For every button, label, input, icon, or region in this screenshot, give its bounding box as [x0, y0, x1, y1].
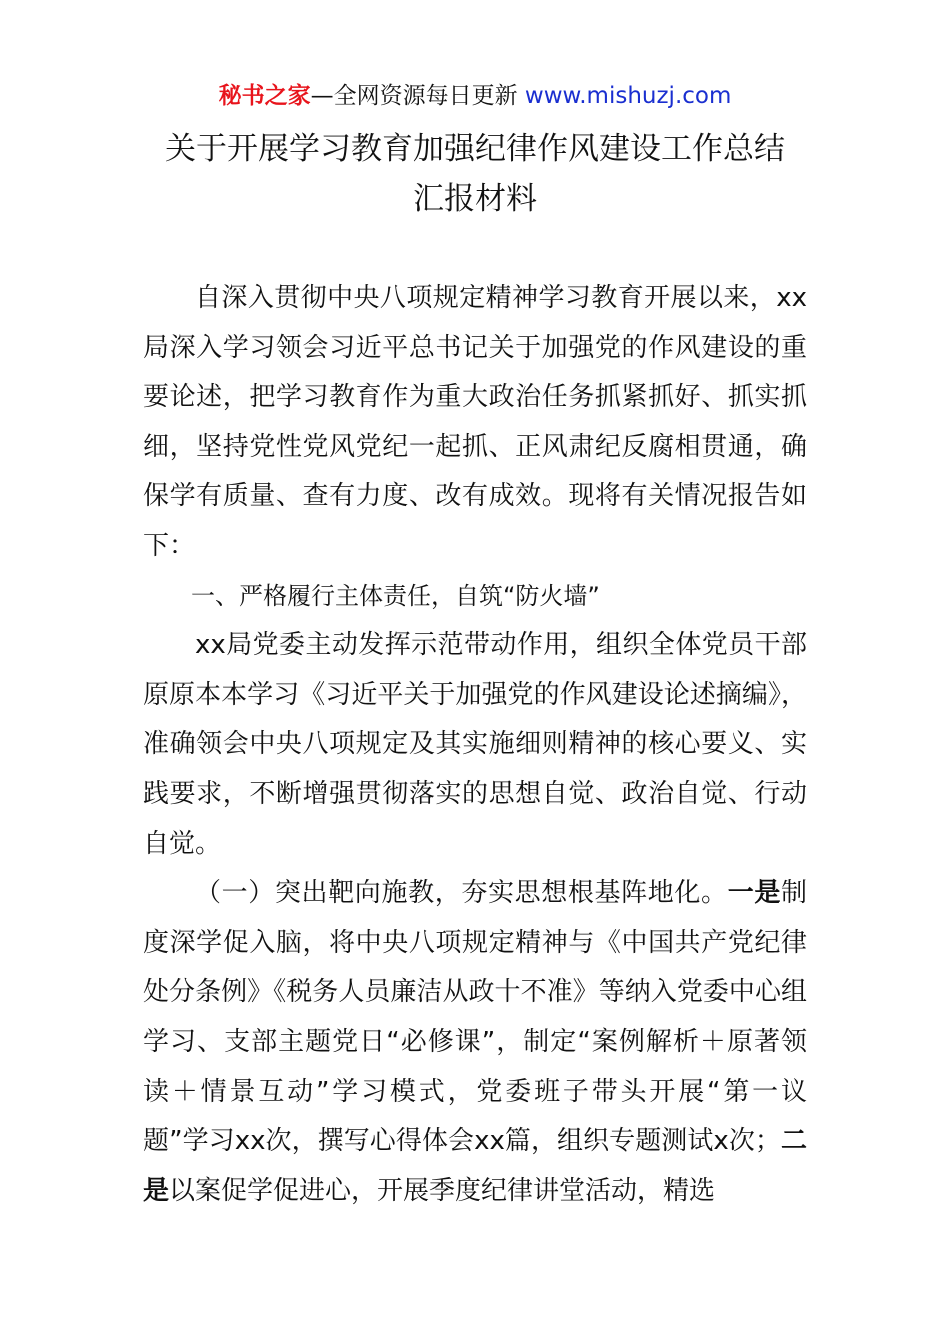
- point-1-label: 一是: [727, 878, 781, 909]
- header-tagline: —全网资源每日更新: [310, 83, 518, 109]
- title-line-1: 关于开展学习教育加强纪律作风建设工作总结: [165, 131, 785, 167]
- point-2-label: 二是: [143, 1126, 807, 1206]
- site-header: [0, 80, 950, 112]
- subsection-1-paragraph: [143, 869, 807, 1216]
- subsection-1-lead: （一）突出靶向施教，夯实思想根基阵地化。: [195, 878, 728, 909]
- document-title: [120, 124, 830, 224]
- site-url-link[interactable]: www.mishuzj.com: [524, 83, 732, 109]
- document-body: [143, 274, 807, 1216]
- title-line-2: 汇报材料: [413, 181, 537, 217]
- section-1-heading: 一、严格履行主体责任，自筑“防火墙”: [191, 581, 600, 610]
- section-1-paragraph: xx局党委主动发挥示范带动作用，组织全体党员干部原原本本学习《习近平关于加强党的作风建设论述摘编》，准确领会中央八项规定及其实施细则精神的核心要义、实践要求，不断增强贯彻落实的思想自觉、政治自觉、行动自觉。: [143, 630, 807, 859]
- intro-paragraph: 自深入贯彻中央八项规定精神学习教育开展以来，xx局深入学习领会习近平总书记关于加强党的作风建设的重要论述，把学习教育作为重大政治任务抓紧抓好、抓实抓细，坚持党性党风党纪一起抓、正风肃纪反腐相贯通，确保学有质量、查有力度、改有成效。现将有关情况报告如下：: [143, 283, 807, 561]
- point-2-text: 以案促学促进心，开展季度纪律讲堂活动，精选: [169, 1175, 716, 1206]
- point-1-text: 制度深学促入脑，将中央八项规定精神与《中国共产党纪律处分条例》《税务人员廉洁从政十不准》等纳入党委中心组学习、支部主题党日“必修课”，制定“案例解析＋原著领读＋情景互动”学习模式，党委班子带头开展“第一议题”学习xx次，撰写心得体会xx篇，组织专题测试x次；: [143, 878, 807, 1157]
- brand-name: 秘书之家: [218, 83, 311, 109]
